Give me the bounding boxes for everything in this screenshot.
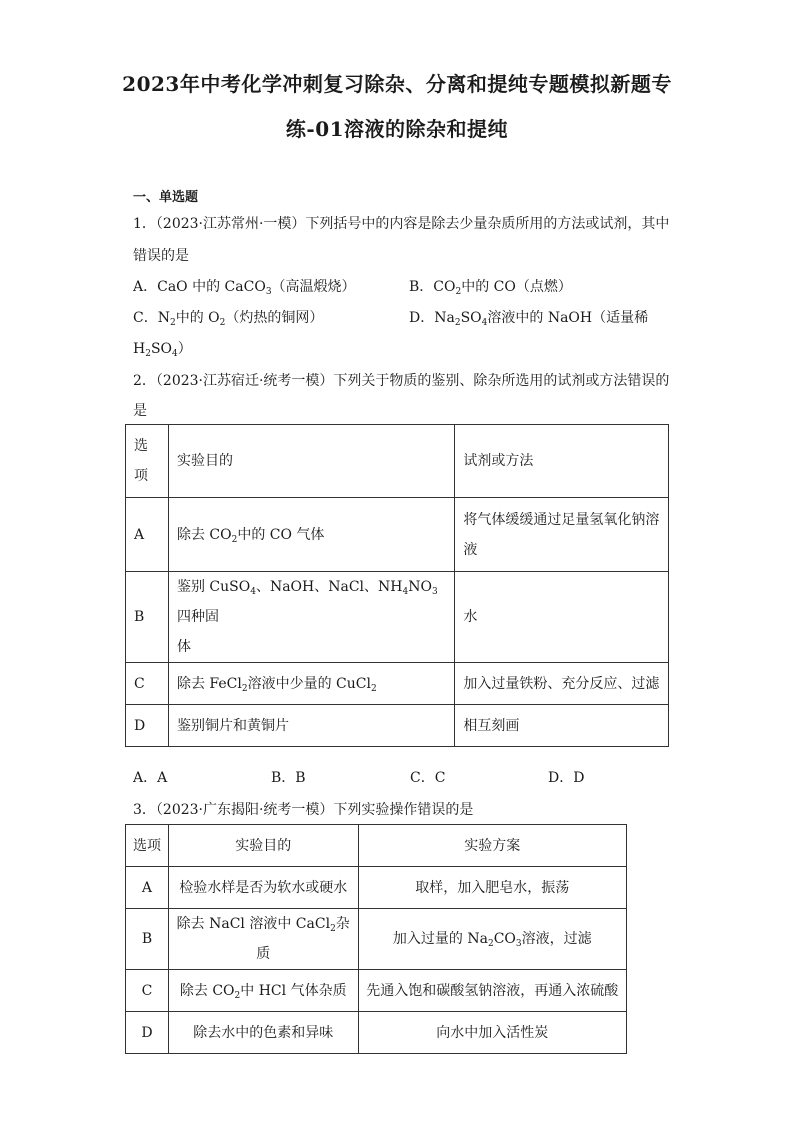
q2-stem-line-2: 是 [133,403,147,419]
q1-option-c: C．$N_2$中的 $O_2$（灼热的铜网） [133,310,324,328]
row-purpose: 除去水中的色素和异味 [168,1012,358,1054]
q1-option-b: B．$CO_2$中的 CO（点燃） [409,279,572,297]
table-row [126,1012,627,1054]
row-purpose: 除去 NaCl 溶液中 CaCl$_2$杂质 [168,909,358,970]
row-method: 水 [455,572,669,663]
q1-stem-line-1: 1．（2023·江苏常州·一模）下列括号中的内容是除去少量杂质所用的方法或试剂，其中 [133,216,670,232]
q2-table [125,424,669,747]
row-method: 加入过量铁粉、充分反应、过滤 [455,663,669,705]
header-plan: 实验方案 [358,825,626,867]
row-purpose: 鉴别铜片和黄铜片 [168,705,454,747]
row-purpose: 鉴别 CuSO$_4$、NaOH、NaCl、$NH_4NO_3$四种固 体 [168,572,454,663]
table-row [126,572,669,663]
row-option: D [126,705,169,747]
row-plan: 向水中加入活性炭 [358,1012,626,1054]
table-row [126,705,669,747]
q1-option-a: A．CaO 中的 CaCO$_3$（高温煅烧） [133,279,356,297]
row-option: B [126,909,169,970]
table-row [126,867,627,909]
row-method: 将气体缓缓通过足量氢氧化钠溶 液 [455,498,669,572]
header-method: 试剂或方法 [455,425,669,498]
row-option: C [126,970,169,1012]
q3-table [125,824,627,1054]
q1-stem-line-2: 错误的是 [133,248,189,264]
table-row [126,909,627,970]
table-row [126,970,627,1012]
table-header-row [126,425,669,498]
q2-answer-b: B．B [271,770,306,786]
row-plan: 先通入饱和碳酸氢钠溶液，再通入浓硫酸 [358,970,626,1012]
q2-answer-c: C．C [410,770,446,786]
row-option: C [126,663,169,705]
q1-option-d: D．$Na_2SO_4$溶液中的 NaOH（适量稀 [409,310,649,328]
row-purpose: 除去 $CO_2$中的 CO 气体 [168,498,454,572]
row-method: 相互刻画 [455,705,669,747]
header-purpose: 实验目的 [168,825,358,867]
document-title-line-1: 2023年中考化学冲刺复习除杂、分离和提纯专题模拟新题专 [122,72,672,96]
table-header-row [126,825,627,867]
q3-stem: 3．（2023·广东揭阳·统考一模）下列实验操作错误的是 [133,802,474,818]
header-option: 选项 [126,825,169,867]
table-row [126,498,669,572]
row-plan: 加入过量的 $Na_2CO_3$溶液，过滤 [358,909,626,970]
row-plan: 取样，加入肥皂水，振荡 [358,867,626,909]
row-purpose: 检验水样是否为软水或硬水 [168,867,358,909]
header-option: 选 项 [126,425,169,498]
q2-stem-line-1: 2．（2023·江苏宿迁·统考一模）下列关于物质的鉴别、除杂所选用的试剂或方法错误的 [133,373,670,389]
row-option: D [126,1012,169,1054]
q2-answer-a: A．A [133,770,168,786]
header-purpose: 实验目的 [168,425,454,498]
row-option: A [126,498,169,572]
row-purpose: 除去 $CO_2$中 HCl 气体杂质 [168,970,358,1012]
section-heading: 一、单选题 [133,190,199,205]
row-purpose: 除去 FeCl$_2$溶液中少量的 CuCl$_2$ [168,663,454,705]
q1-option-d-continued: $H_2SO_4$） [133,341,192,359]
row-option: A [126,867,169,909]
row-option: B [126,572,169,663]
table-row [126,663,669,705]
document-title-line-2: 练-01溶液的除杂和提纯 [285,117,509,141]
q2-answer-d: D．D [548,770,585,786]
